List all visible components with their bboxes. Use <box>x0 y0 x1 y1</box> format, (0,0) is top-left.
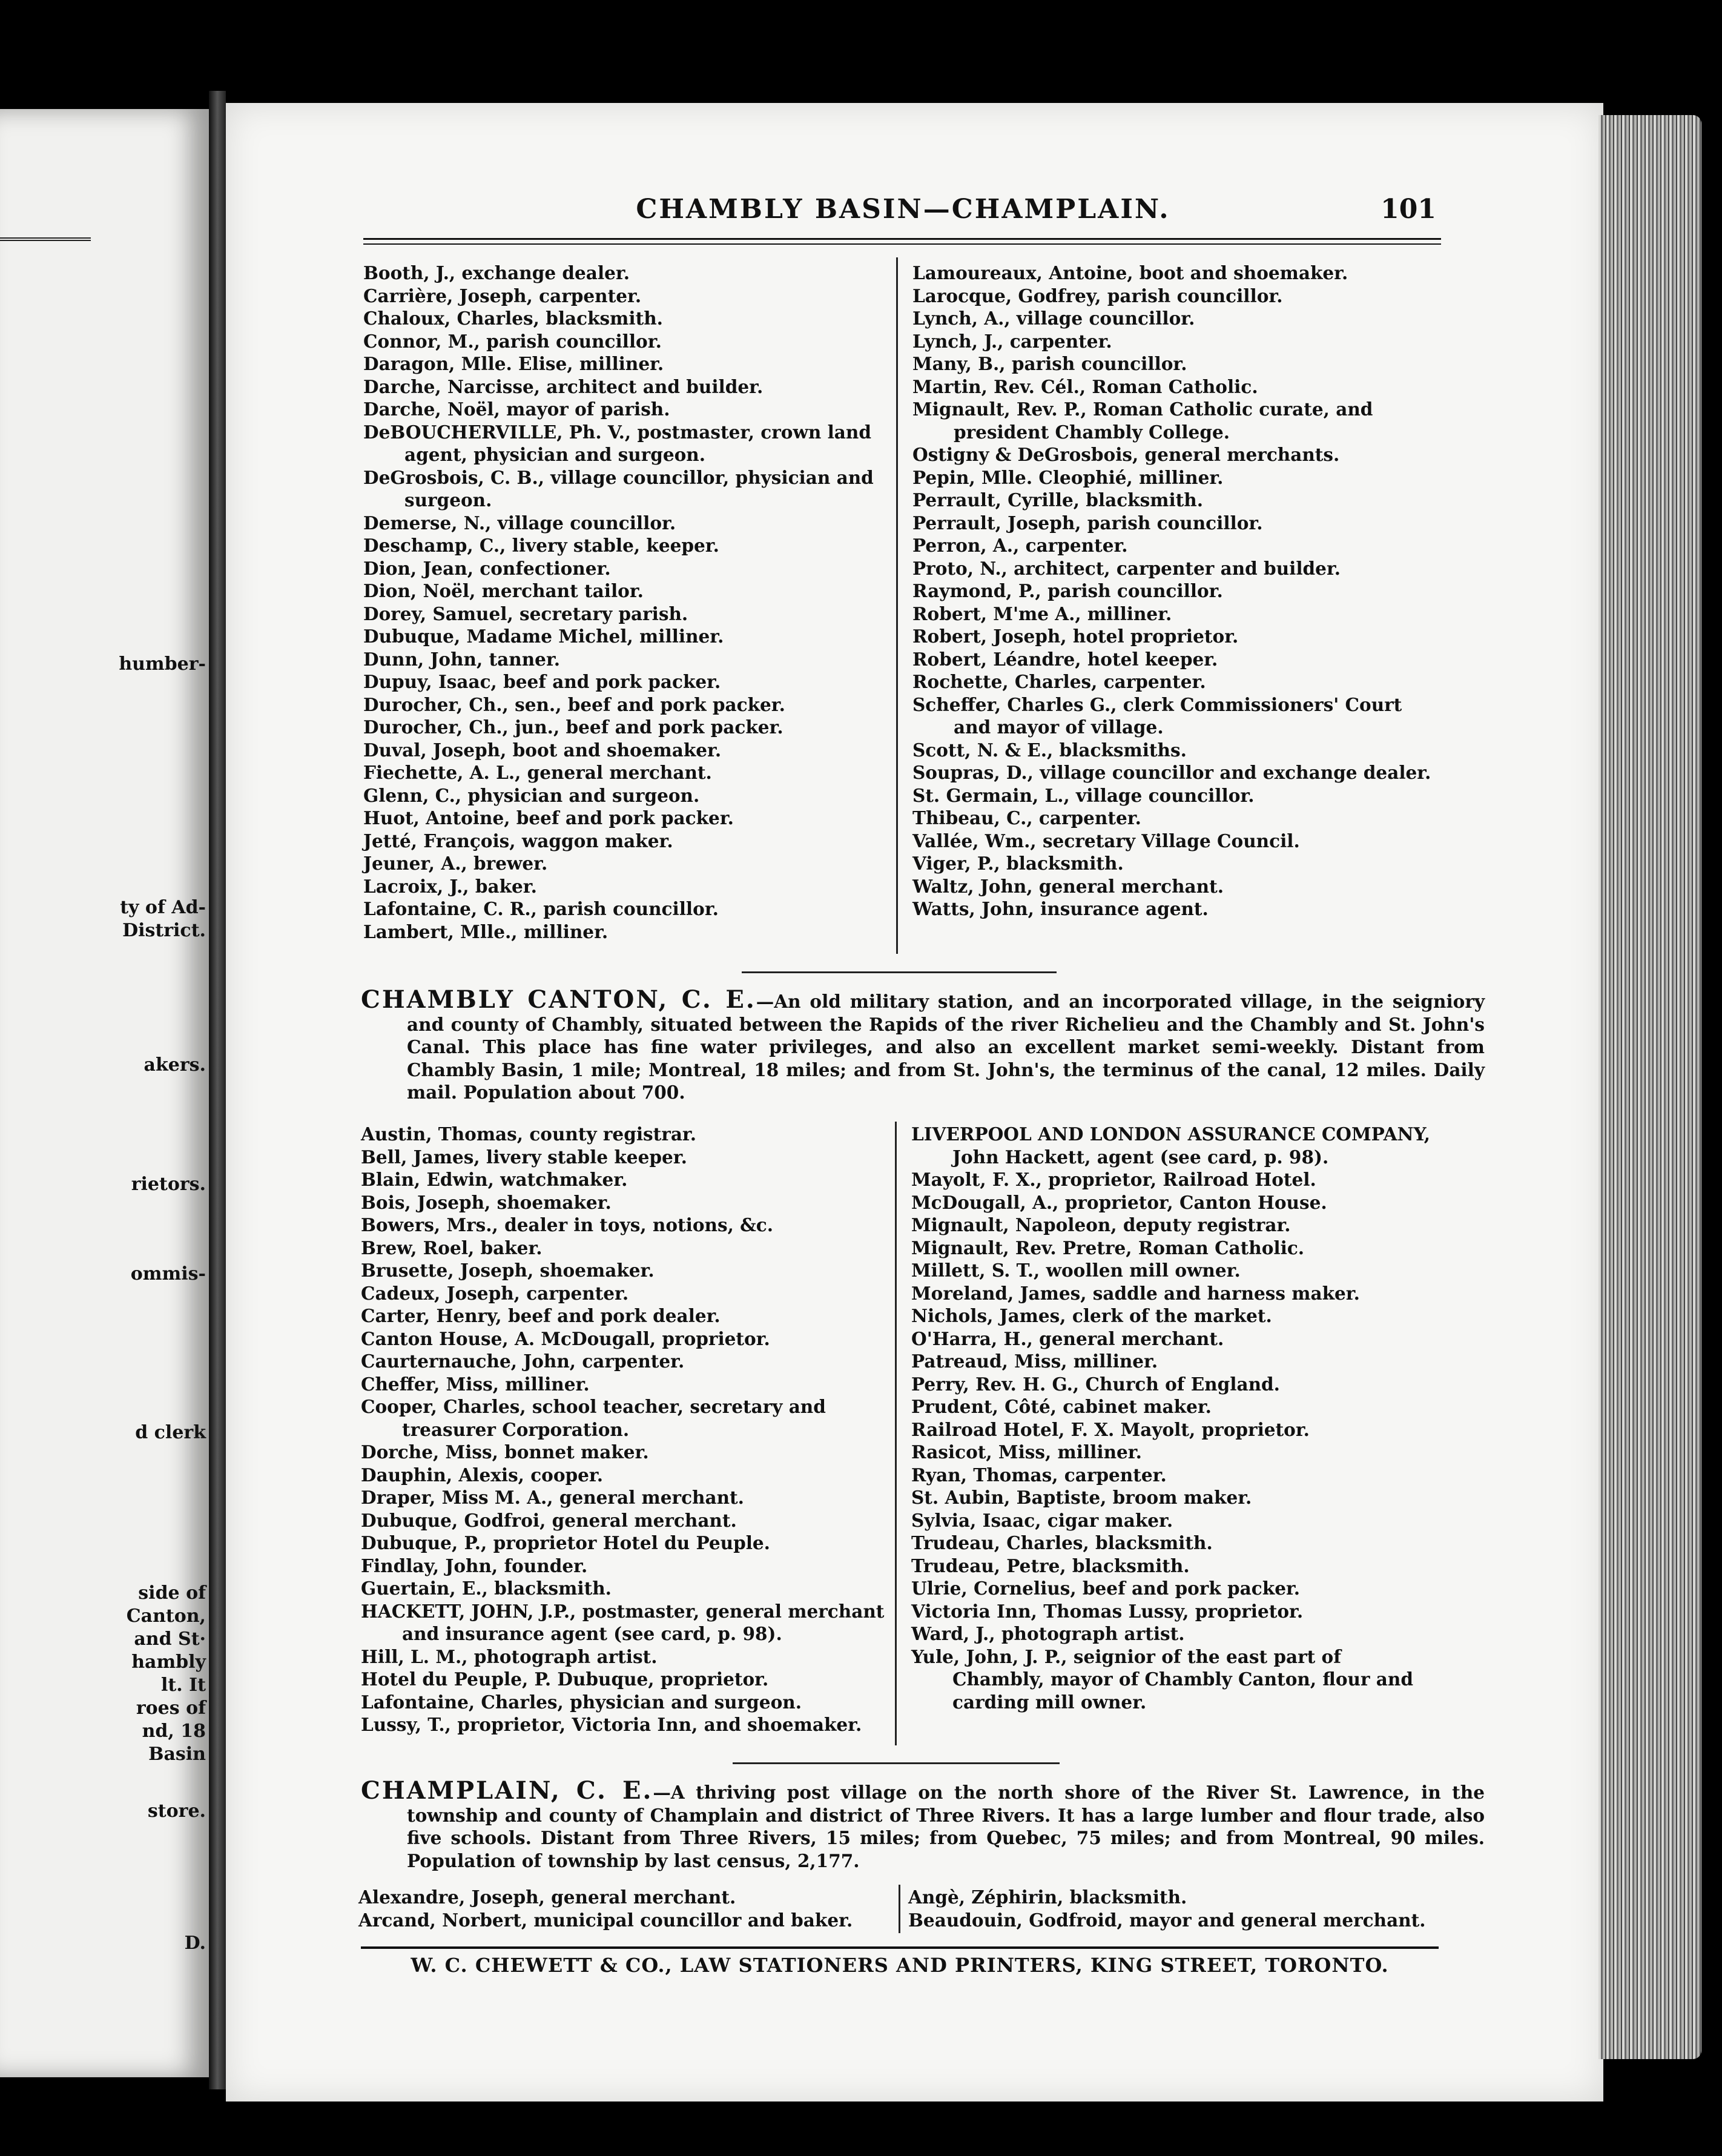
directory-entry: Vallée, Wm., secretary Village Council. <box>912 830 1300 851</box>
directory-entry: Watts, John, insurance agent. <box>912 898 1209 919</box>
directory-entry: Dubuque, Madame Michel, milliner. <box>363 626 724 647</box>
left-fragment: store. <box>147 1801 206 1822</box>
directory-entry: Duval, Joseph, boot and shoemaker. <box>363 739 722 761</box>
left-fragment: side of <box>138 1582 206 1604</box>
directory-entry: Ward, J., photograph artist. <box>911 1623 1185 1644</box>
column-divider <box>895 1122 897 1745</box>
directory-entry: Pepin, Mlle. Cleophié, milliner. <box>912 466 1224 488</box>
directory-entry: Yule, John, J. P., seignior of the east part of Chambly, mayor of Chambly Canton, flour and carding mill owner. <box>911 1645 1413 1713</box>
directory-entry: LIVERPOOL AND LONDON ASSURANCE COMPANY, John Hackett, agent (see card, p. 98). <box>911 1123 1431 1168</box>
left-fragment: ty of Ad- <box>120 897 206 918</box>
directory-entry: Perry, Rev. H. G., Church of England. <box>911 1373 1280 1395</box>
chambly-canton-right-column <box>911 1123 1438 1713</box>
directory-entry: Durocher, Ch., jun., beef and pork packer. <box>363 716 783 738</box>
directory-entry: Booth, J., exchange dealer. <box>363 262 630 283</box>
directory-entry: Lambert, Mlle., milliner. <box>363 921 609 942</box>
directory-entry: Austin, Thomas, county registrar. <box>361 1123 697 1145</box>
directory-entry: Raymond, P., parish councillor. <box>912 580 1223 601</box>
chambly-canton-description: —An old military station, and an incorporated village, in the seigniory and county of Chambly, situated between the Rapids of the river Richelieu and the Chambly and St. John's Canal. This place has fine water privileges, and also an excellent market semi-weekly. Distant from Chambly Basin, 1 mile; Montreal, 18 miles; and from St. John's, the terminus of the canal, 12 miles. Daily mail. Population about 700. <box>407 991 1485 1103</box>
chambly-canton-intro <box>361 985 1485 1104</box>
directory-entry: Jeuner, A., brewer. <box>363 853 548 874</box>
column-divider <box>896 257 898 954</box>
champlain-left-column <box>358 1886 891 1931</box>
directory-entry: Soupras, D., village councillor and exchange dealer. <box>912 762 1431 783</box>
directory-entry: Rasicot, Miss, milliner. <box>911 1441 1142 1463</box>
page-edges <box>1598 115 1701 2059</box>
directory-entry: Deschamp, C., livery stable, keeper. <box>363 535 719 556</box>
directory-entry: Darche, Noël, mayor of parish. <box>363 398 670 420</box>
section-divider <box>742 971 1057 973</box>
directory-entry: Nichols, James, clerk of the market. <box>911 1305 1272 1326</box>
directory-entry: Victoria Inn, Thomas Lussy, proprietor. <box>911 1600 1304 1622</box>
directory-entry: Railroad Hotel, F. X. Mayolt, proprietor. <box>911 1418 1310 1440</box>
directory-entry: Dorche, Miss, bonnet maker. <box>361 1441 649 1463</box>
directory-entry: Chaloux, Charles, blacksmith. <box>363 308 663 329</box>
left-fragment: akers. <box>144 1054 206 1076</box>
directory-entry: Moreland, James, saddle and harness maker. <box>911 1282 1360 1304</box>
directory-entry: DeGrosbois, C. B., village councillor, physician and surgeon. <box>363 466 874 511</box>
directory-entry: Lamoureaux, Antoine, boot and shoemaker. <box>912 262 1348 283</box>
directory-entry: Angè, Zéphirin, blacksmith. <box>908 1886 1187 1908</box>
directory-entry: Beaudouin, Godfroid, mayor and general merchant. <box>908 1909 1426 1931</box>
directory-entry: Cadeux, Joseph, carpenter. <box>361 1282 629 1304</box>
directory-entry: Brew, Roel, baker. <box>361 1237 543 1258</box>
left-page-rule <box>0 237 91 241</box>
book-gutter <box>209 91 226 2089</box>
running-header <box>365 194 1441 230</box>
directory-entry: Dupuy, Isaac, beef and pork packer. <box>363 671 721 692</box>
left-fragment: rietors. <box>131 1174 206 1195</box>
left-fragment: d clerk <box>135 1422 206 1443</box>
directory-entry: Perron, A., carpenter. <box>912 535 1128 556</box>
directory-entry: Caurternauche, John, carpenter. <box>361 1351 685 1372</box>
section-divider <box>733 1762 1060 1764</box>
champlain-title: CHAMPLAIN, C. E. <box>361 1776 653 1805</box>
directory-entry: Martin, Rev. Cél., Roman Catholic. <box>912 375 1258 397</box>
left-fragment: D. <box>184 1933 206 1954</box>
directory-entry: Rochette, Charles, carpenter. <box>912 671 1206 692</box>
champlain-right-column <box>908 1886 1441 1931</box>
directory-entry: Perrault, Cyrille, blacksmith. <box>912 489 1203 511</box>
directory-entry: Bell, James, livery stable keeper. <box>361 1146 687 1168</box>
directory-entry: Guertain, E., blacksmith. <box>361 1578 612 1599</box>
directory-entry: Blain, Edwin, watchmaker. <box>361 1169 628 1190</box>
directory-entry: Bowers, Mrs., dealer in toys, notions, &c. <box>361 1214 773 1235</box>
directory-entry: Trudeau, Charles, blacksmith. <box>911 1532 1213 1553</box>
directory-entry: Connor, M., parish councillor. <box>363 330 662 352</box>
directory-entry: Mignault, Napoleon, deputy registrar. <box>911 1214 1291 1235</box>
directory-entry: Brusette, Joseph, shoemaker. <box>361 1260 655 1281</box>
previous-page-fragment <box>0 109 209 2077</box>
directory-entry: Dunn, John, tanner. <box>363 648 561 670</box>
directory-entry: Darche, Narcisse, architect and builder. <box>363 375 764 397</box>
directory-entry: Lynch, A., village councillor. <box>912 308 1195 329</box>
directory-entry: Trudeau, Petre, blacksmith. <box>911 1555 1190 1576</box>
directory-entry: Sylvia, Isaac, cigar maker. <box>911 1509 1173 1531</box>
directory-entry: Waltz, John, general merchant. <box>912 875 1224 897</box>
directory-entry: Lafontaine, C. R., parish councillor. <box>363 898 719 919</box>
header-rule <box>363 238 1441 245</box>
left-fragment: ommis- <box>130 1263 206 1285</box>
directory-entry: Mignault, Rev. Pretre, Roman Catholic. <box>911 1237 1305 1258</box>
directory-entry: Durocher, Ch., sen., beef and pork packer. <box>363 693 785 715</box>
directory-entry: McDougall, A., proprietor, Canton House. <box>911 1191 1327 1213</box>
directory-entry: Viger, P., blacksmith. <box>912 853 1124 874</box>
directory-entry: Huot, Antoine, beef and pork packer. <box>363 807 734 828</box>
directory-entry: Lafontaine, Charles, physician and surgeon. <box>361 1691 802 1713</box>
directory-entry: Dubuque, P., proprietor Hotel du Peuple. <box>361 1532 770 1553</box>
chambly-canton-left-column <box>361 1123 888 1736</box>
directory-entry: Perrault, Joseph, parish councillor. <box>912 512 1263 534</box>
directory-entry: Cheffer, Miss, milliner. <box>361 1373 590 1395</box>
left-fragment: nd, 18 <box>142 1721 206 1742</box>
page-number: 101 <box>1381 194 1436 225</box>
directory-entry: Many, B., parish councillor. <box>912 353 1187 374</box>
printer-footer: W. C. CHEWETT & CO., LAW STATIONERS AND PRINTERS, KING STREET, TORONTO. <box>411 1954 1389 1977</box>
left-fragment: lt. It <box>160 1675 206 1696</box>
directory-entry: Scheffer, Charles G., clerk Commissioners' Court and mayor of village. <box>912 693 1402 738</box>
left-fragment: Basin <box>148 1744 206 1765</box>
directory-entry: Dauphin, Alexis, cooper. <box>361 1464 604 1486</box>
directory-entry: Carter, Henry, beef and pork dealer. <box>361 1305 721 1326</box>
directory-entry: Dion, Jean, confectioner. <box>363 557 611 579</box>
directory-entry: Draper, Miss M. A., general merchant. <box>361 1487 744 1508</box>
directory-entry: Ostigny & DeGrosbois, general merchants. <box>912 444 1340 465</box>
directory-entry: Dorey, Samuel, secretary parish. <box>363 603 688 624</box>
left-fragment: District. <box>122 920 206 941</box>
page-title: CHAMBLY BASIN—CHAMPLAIN. <box>636 194 1170 225</box>
directory-entry: Thibeau, C., carpenter. <box>912 807 1141 828</box>
directory-entry: Dubuque, Godfroi, general merchant. <box>361 1509 737 1531</box>
directory-entry: Ryan, Thomas, carpenter. <box>911 1464 1167 1486</box>
left-fragment: roes of <box>136 1698 206 1719</box>
column-divider <box>899 1885 900 1933</box>
directory-entry: Patreaud, Miss, milliner. <box>911 1351 1158 1372</box>
directory-entry: Hotel du Peuple, P. Dubuque, proprietor. <box>361 1668 769 1690</box>
directory-entry: Jetté, François, waggon maker. <box>363 830 673 851</box>
directory-entry: Ulrie, Cornelius, beef and pork packer. <box>911 1578 1301 1599</box>
directory-entry: St. Germain, L., village councillor. <box>912 784 1255 806</box>
left-fragment: humber- <box>119 653 206 675</box>
directory-entry: Lacroix, J., baker. <box>363 875 537 897</box>
directory-entry: Demerse, N., village councillor. <box>363 512 676 534</box>
directory-entry: Canton House, A. McDougall, proprietor. <box>361 1328 770 1349</box>
directory-entry: Robert, M'me A., milliner. <box>912 603 1172 624</box>
directory-entry: Larocque, Godfrey, parish councillor. <box>912 285 1283 306</box>
left-fragment: Canton, <box>126 1605 206 1627</box>
directory-entry: DeBOUCHERVILLE, Ph. V., postmaster, crown land agent, physician and surgeon. <box>363 421 871 465</box>
directory-entry: Glenn, C., physician and surgeon. <box>363 784 700 806</box>
chambly-basin-right-column <box>912 262 1439 921</box>
directory-entry: Hill, L. M., photograph artist. <box>361 1645 658 1667</box>
directory-entry: Mayolt, F. X., proprietor, Railroad Hotel. <box>911 1169 1316 1190</box>
directory-entry: Daragon, Mlle. Elise, milliner. <box>363 353 664 374</box>
directory-entry: Lussy, T., proprietor, Victoria Inn, and shoemaker. <box>361 1714 862 1735</box>
directory-entry: Robert, Joseph, hotel proprietor. <box>912 626 1239 647</box>
left-fragment: and St· <box>134 1629 206 1650</box>
directory-entry: Lynch, J., carpenter. <box>912 330 1112 352</box>
left-fragment: hambly <box>131 1652 206 1673</box>
directory-entry: Scott, N. & E., blacksmiths. <box>912 739 1187 761</box>
directory-entry: HACKETT, JOHN, J.P., postmaster, general merchant and insurance agent (see card, p. 98). <box>361 1600 885 1644</box>
directory-entry: Dion, Noël, merchant tailor. <box>363 580 644 601</box>
directory-entry: Alexandre, Joseph, general merchant. <box>358 1886 736 1908</box>
directory-entry: Millett, S. T., woollen mill owner. <box>911 1260 1241 1281</box>
footer-rule <box>361 1946 1439 1949</box>
directory-entry: Findlay, John, founder. <box>361 1555 588 1576</box>
directory-entry: Robert, Léandre, hotel keeper. <box>912 648 1218 670</box>
directory-entry: Cooper, Charles, school teacher, secretary and treasurer Corporation. <box>361 1396 826 1440</box>
directory-entry: Arcand, Norbert, municipal councillor and baker. <box>358 1909 853 1931</box>
chambly-canton-title: CHAMBLY CANTON, C. E. <box>361 985 756 1014</box>
directory-entry: Mignault, Rev. P., Roman Catholic curate, and president Chambly College. <box>912 398 1373 443</box>
directory-entry: Proto, N., architect, carpenter and builder. <box>912 557 1341 579</box>
directory-entry: Fiechette, A. L., general merchant. <box>363 762 712 783</box>
directory-entry: Prudent, Côté, cabinet maker. <box>911 1396 1212 1417</box>
directory-entry: St. Aubin, Baptiste, broom maker. <box>911 1487 1252 1508</box>
directory-entry: O'Harra, H., general merchant. <box>911 1328 1224 1349</box>
champlain-intro <box>361 1776 1485 1872</box>
chambly-basin-left-column <box>363 262 890 943</box>
directory-entry: Bois, Joseph, shoemaker. <box>361 1191 612 1213</box>
directory-entry: Carrière, Joseph, carpenter. <box>363 285 642 306</box>
champlain-description: —A thriving post village on the north shore of the River St. Lawrence, in the township and county of Champlain and district of Three Rivers. It has a large lumber and flour trade, also five schools. Distant from Three Rivers, 15 miles; from Quebec, 75 miles; and from Montreal, 90 miles. Population of township by last census, 2,177. <box>407 1782 1485 1871</box>
